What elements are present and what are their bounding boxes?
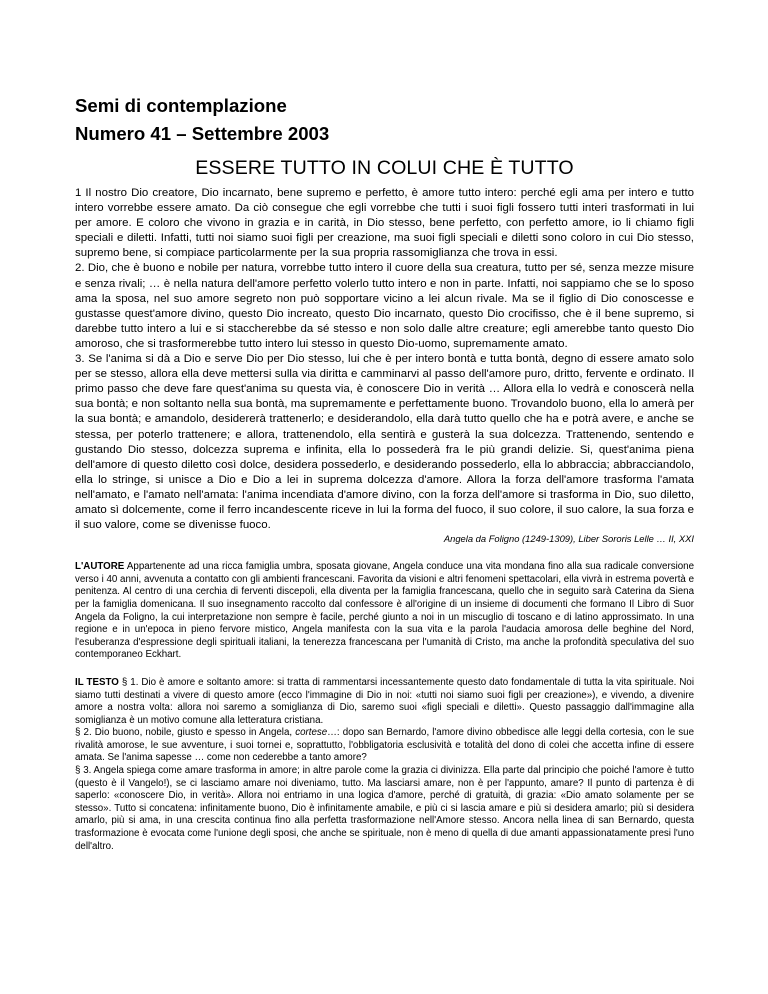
- text-label: IL TESTO: [75, 676, 119, 688]
- author-text: Appartenente ad una ricca famiglia umbra, sposata giovane, Angela conduce una vita mondana fino alla sua radicale conversione verso i 40 anni, avvenuta a contatto con gli ambienti francescani. Favorita da visioni e altri fenomeni spettacolari, ella vivrà in estrema povertà e penitenza. Al centro di una cerchia di ferventi discepoli, ella diventa per la famiglia francescana, quello che in seguito sarà Caterina da Siena per la famiglia domenicana. Il suo insegnamento raccolto dal confessore è all'origine di un insieme di documenti che formano Il Libro di Suor Angela da Foligno, la cui interpretazione non sempre è facile, perché giunto a noi in un miscuglio di toscano e di latino approssimato. In una regione e in un'epoca in pieno fervore mistico, Angela manifesta con la sua vita e la parola l'audacia amorosa delle beghine del Nord, l'esuberanza d'espressione degli spirituali italiani, la tenerezza francescana per l'umanità di Cristo, ma anche la profondità speculativa del suo contemporaneo Eckhart.: [75, 561, 695, 661]
- document-page: [75, 92, 694, 853]
- commentary-paragraph-1: § 1. Dio è amore e soltanto amore: si tratta di rammentarsi incessantemente questo dato fondamentale di tutta la vita spirituale. Noi siamo tutti destinati a vivere di questo amore (ecco l'immagine di Dio in noi: «tutti noi siamo suoi figli per creazione»), e vivendo, a divenire amore a nostra volta: allora noi saremo a somiglianza di Dio, saremo suoi «figli speciali e diletti». Questo passaggio dall'immagine alla somiglianza è un motivo comune alla letteratura cristiana.: [75, 676, 694, 726]
- citation: Angela da Foligno (1249-1309), Liber Sororis Lelle … II, XXI: [443, 533, 694, 545]
- author-section: [75, 561, 694, 662]
- author-label: L'AUTORE: [75, 561, 125, 573]
- publication-title: Semi di contemplazione: [75, 95, 287, 116]
- issue-number: Numero 41 – Settembre 2003: [75, 123, 330, 144]
- text-commentary-section: [75, 677, 694, 853]
- paragraph-2: 2. Dio, che è buono e nobile per natura, vorrebbe tutto intero il cuore della sua creatura, tutto per sé, senza mezze misure e senza rivali; … è nella natura dell'amore perfetto volerlo tutto intero e non in parte. Infatti, noi sappiamo che se lo sposo ama la sposa, nel suo amore segreto non può sopportare vicino a lei alcun rivale. Ma se il figlio di Dio conoscesse e gustasse quest'amore divino, questo Dio increato, questo Dio incarnato, questo Dio crocifisso, che è il bene supremo, si darebbe tutto intero a lui e si staccherebbe da sé stesso e non solo dalle altre creature; egli amerebbe tanto questo Dio amoroso, che si trasformerebbe tutto intero lui stesso in questo Dio-uomo, supremamente amato.: [75, 262, 694, 350]
- commentary-paragraph-2-start: § 2. Dio buono, nobile, giusto e spesso in Angela,: [75, 727, 296, 739]
- main-text: [75, 186, 694, 533]
- paragraph-1: 1 Il nostro Dio creatore, Dio incarnato, bene supremo e perfetto, è amore tutto intero: perché egli ama per intero e tutto intero vorrebbe essere amato. Da ciò consegue che egli vorrebbe che tutti i suoi figli fossero tutti interi trasformati in lui per amore. E coloro che vivono in grazia e in carità, in Dio stesso, bene perfetto, con perfetto amore, io li chiamo figli speciali e diletti. Infatti, tutti noi siamo suoi figli per creazione, ma suoi figli speciali e diletti sono coloro in cui Dio stesso, supremo bene, si compiace particolarmente per la sua propria rassomiglianza che trova in essi.: [75, 187, 694, 260]
- commentary-emphasis: cortese: [295, 727, 328, 739]
- commentary-paragraph-3: § 3. Angela spiega come amare trasforma in amore; in altre parole come la grazia ci divinizza. Ella parte dal principio che poiché l'amore è tutto (questo è il Vangelo!), se ci lasciamo amare noi diveniamo, tutto. Ma lasciarsi amare, non è per l'appunto, amare? Il punto di partenza è di saperlo: «conoscere Dio, in verità». Allora noi entriamo in una logica d'amore, perché di gratuità, di grazia: «Dio amato solamente per se stesso». Tutto si concatena: infinitamente buono, Dio è infinitamente amabile, e più ci si lascia amare e più si desidera amarlo; più si desidera amarlo, più si ama, in una crescita continua fino alla perfetta trasformazione nell'Amore stesso. Ancora nella linea di san Bernardo, questa trasformazione è evocata come l'unione degli sposi, che anche se spirituale, non è meno di quella di due amanti appassionatamente presi l'uno dell'altro.: [75, 765, 694, 852]
- article-title: ESSERE TUTTO IN COLUI CHE È TUTTO: [195, 157, 574, 179]
- commentary-paragraph-2: [75, 727, 694, 765]
- commentary-paragraph-2-end: …: dopo san Bernardo, l'amore divino obbedisce alle leggi della cortesia, con le sue rivalità amorose, le sue avventure, i suoi tornei e, soprattutto, l'obbligatoria esclusività e totalità del dono di colei che accetta infine di essere amata. Se l'anima sapesse … come non cederebbe a tanto amore?: [75, 727, 694, 764]
- paragraph-3: 3. Se l'anima si dà a Dio e serve Dio per Dio stesso, lui che è per intero bontà e tutta bontà, degno di essere amato solo per se stesso, allora ella deve mettersi sulla via diritta e camminarvi al passo dell'amore puro, dritto, fervente e ordinato. Il primo passo che deve fare quest'anima su questa via, è conoscere Dio in verità … Allora ella lo vedrà e conoscerà nella sua bontà; e non soltanto nella sua bontà, ma supremamente e perfettamente buono. Trovandolo buono, ella lo amerà per la sua bontà; e amandolo, desidererà trattenerlo; e desiderandolo, ella darà tutto quello che ha e potrà avere, e anche se stessa, per poterlo trattenere; e allora, trattenendolo, ella sentirà e gusterà la sua dolcezza. Trattenendo, sentendo e gustando Dio stesso, dolcezza suprema e infinita, ella lo possederà fra le più grandi delizie. Si, quest'anima piena dell'amore di questo diletto così dolce, desidera possederlo, e desiderando possederlo, ella lo abbraccia; abbracciandolo, ella lo stringe, si unisce a Dio e Dio a lei in suprema dolcezza d'amore. Allora la forza dell'amore trasforma l'amata nell'amato, e l'amato nell'amata: l'anima incendiata d'amore divino, con la forza dell'amore si trasforma in Dio, suo diletto, amato sì dolcemente, come il ferro incandescente riceve in lui la forma del fuoco, il suo colore, il suo calore, la sua forza e il suo valore, come se divenisse fuoco.: [75, 353, 694, 532]
